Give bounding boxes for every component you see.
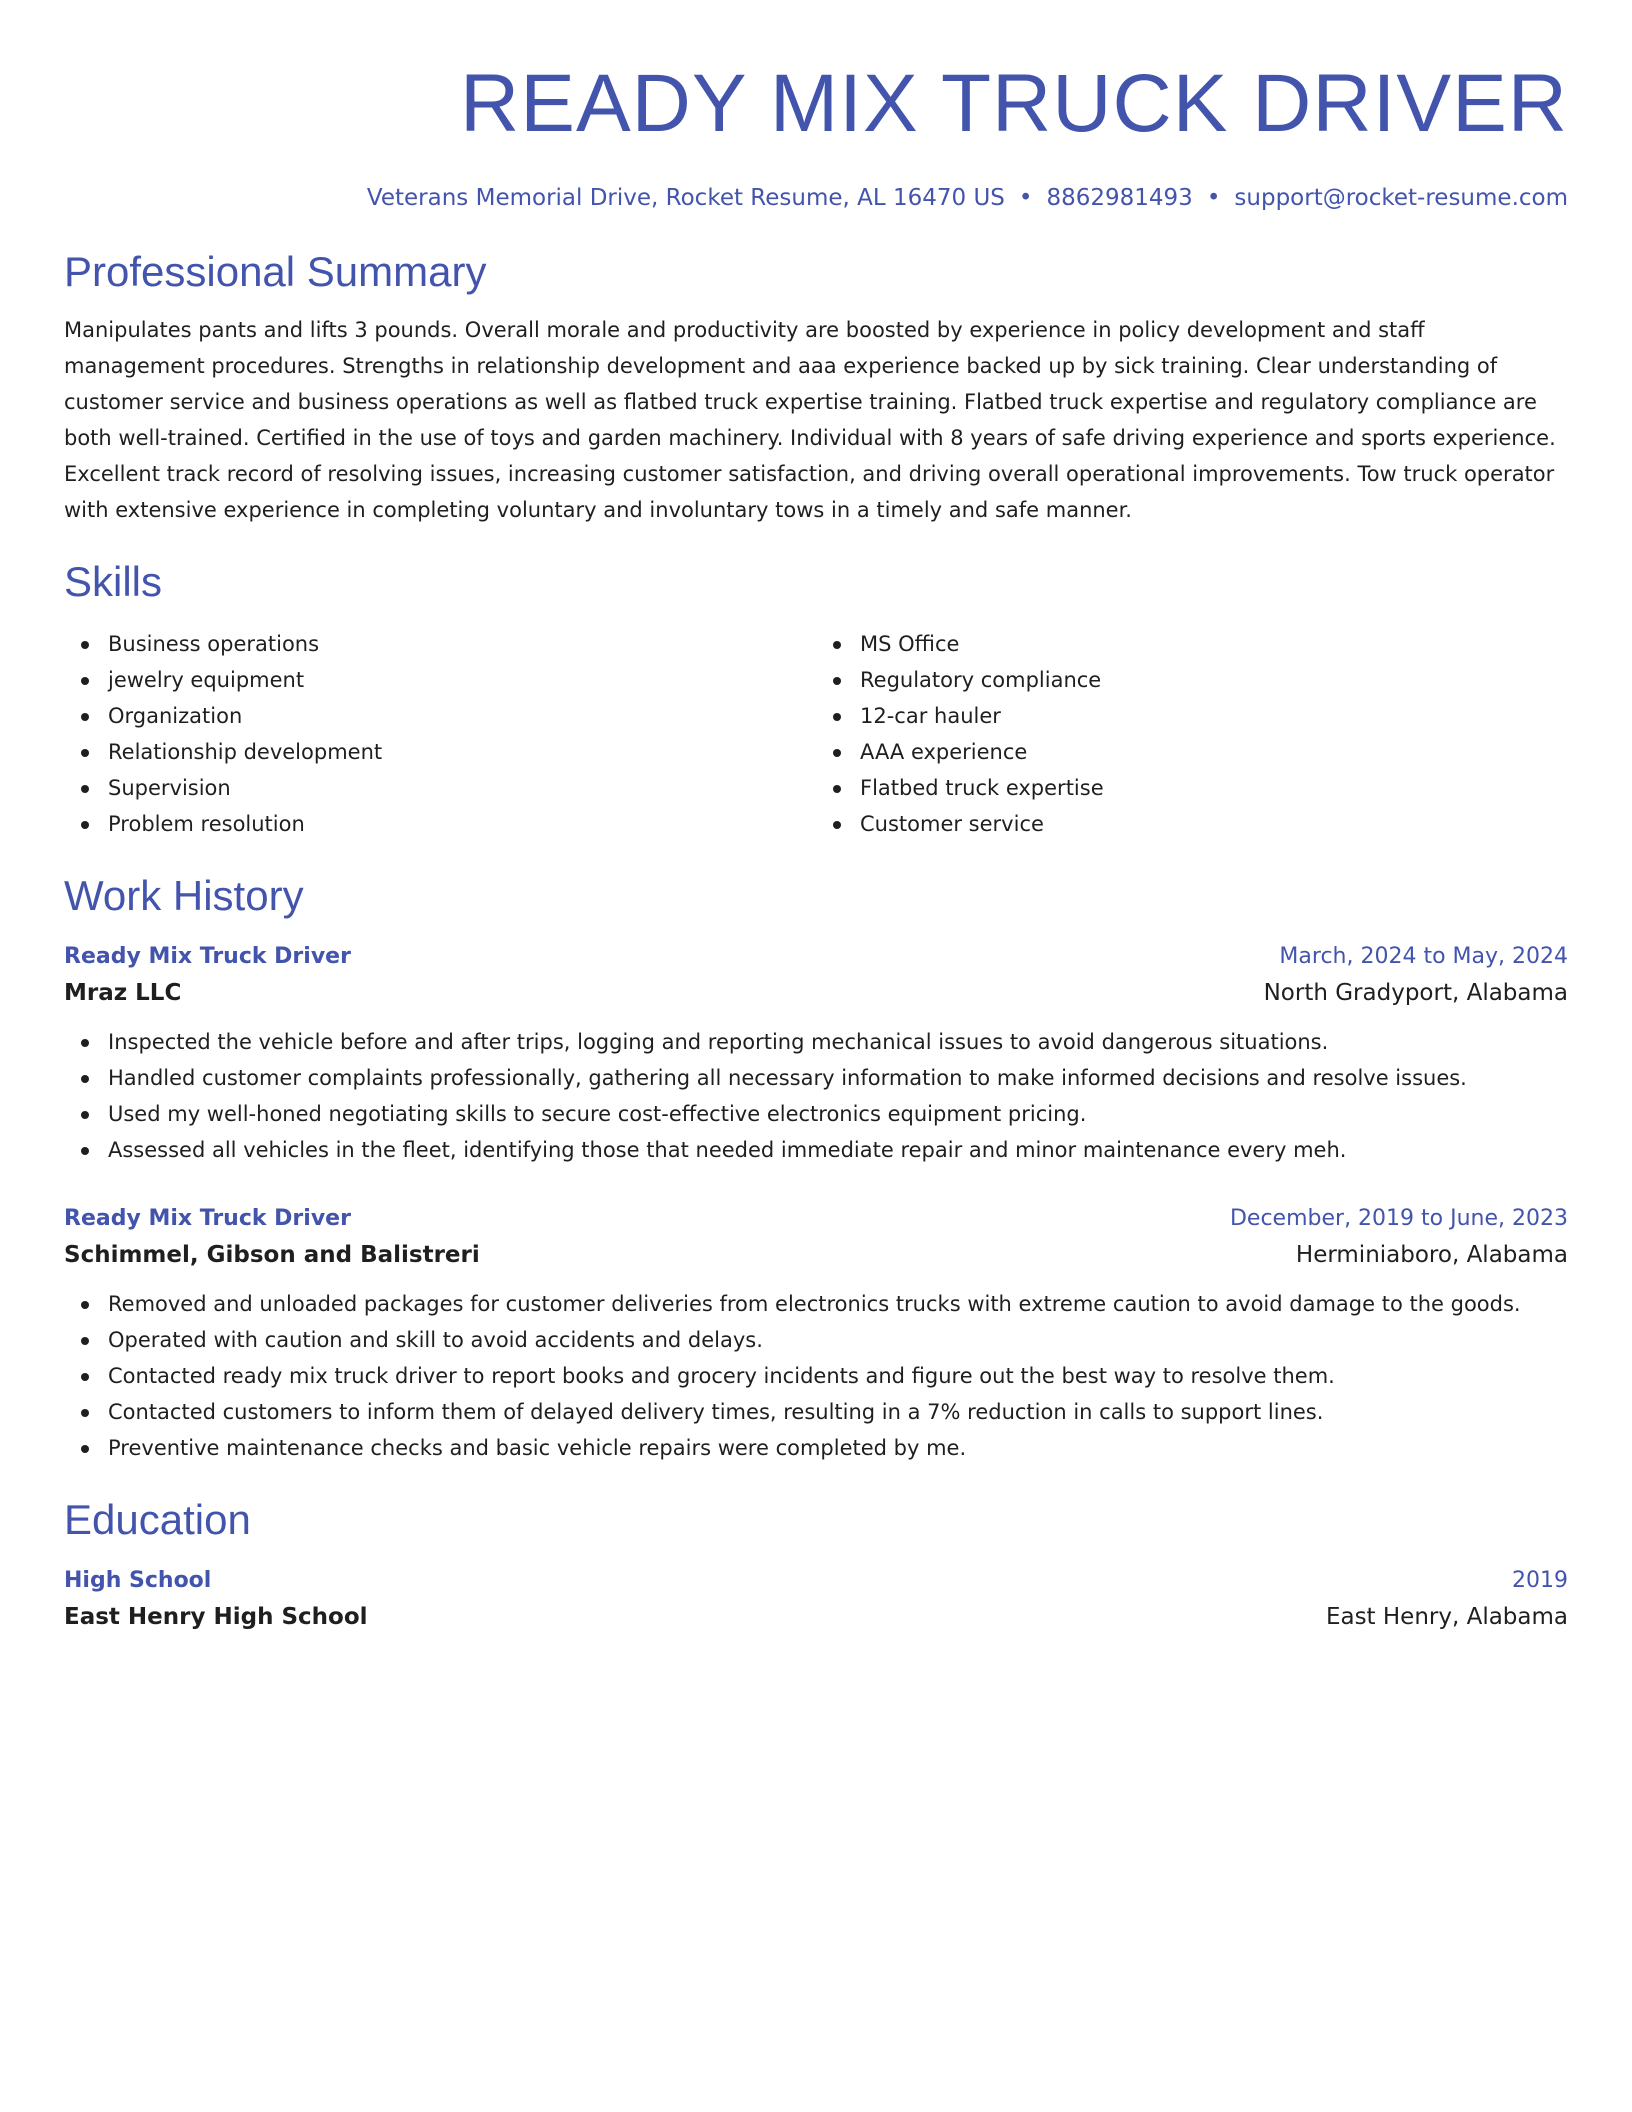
job-dates: December, 2019 to June, 2023 <box>1229 1206 1568 1231</box>
contact-phone: 8862981493 <box>1046 185 1193 211</box>
job-bullet: Operated with caution and skill to avoid accidents and delays. <box>64 1322 1568 1358</box>
contact-separator: • <box>1018 185 1033 211</box>
candidate-name: READY MIX TRUCK DRIVER <box>460 58 1568 149</box>
job-bullet: Handled customer complaints professionally, gathering all necessary information to make informed decisions and resolve issues. <box>64 1060 1568 1096</box>
education-degree: High School <box>64 1568 212 1593</box>
skill-item: Customer service <box>816 806 1568 842</box>
job-title-row <box>64 940 1568 974</box>
contact-line <box>64 182 1568 214</box>
skill-item: AAA experience <box>816 734 1568 770</box>
job-bullet: Assessed all vehicles in the fleet, identifying those that needed immediate repair and minor maintenance every meh. <box>64 1132 1568 1168</box>
skill-item: Supervision <box>64 770 816 806</box>
skill-item: 12-car hauler <box>816 698 1568 734</box>
contact-email[interactable]: support@rocket-resume.com <box>1234 185 1568 211</box>
work-history-section <box>64 870 1568 1466</box>
skill-item: jewelry equipment <box>64 662 816 698</box>
summary-section <box>64 246 1568 528</box>
job-bullet: Preventive maintenance checks and basic vehicle repairs were completed by me. <box>64 1430 1568 1466</box>
skill-item: Organization <box>64 698 816 734</box>
job-company-row <box>64 974 1568 1012</box>
contact-separator: • <box>1206 185 1221 211</box>
skills-section <box>64 556 1568 842</box>
resume-header <box>64 56 1568 214</box>
job-bullet: Used my well-honed negotiating skills to secure cost-effective electronics equipment pricing. <box>64 1096 1568 1132</box>
job-bullets <box>64 1024 1568 1168</box>
job-entry <box>64 1202 1568 1466</box>
job-bullets <box>64 1286 1568 1466</box>
job-bullet: Contacted customers to inform them of delayed delivery times, resulting in a 7% reduction in calls to support lines. <box>64 1394 1568 1430</box>
job-title: Ready Mix Truck Driver <box>64 1206 351 1231</box>
job-bullet: Removed and unloaded packages for customer deliveries from electronics trucks with extreme caution to avoid damage to the goods. <box>64 1286 1568 1322</box>
job-company-row <box>64 1236 1568 1274</box>
job-title: Ready Mix Truck Driver <box>64 944 351 969</box>
summary-text: Manipulates pants and lifts 3 pounds. Overall morale and productivity are boosted by experience in policy development and staff management procedures. Strengths in relationship development and aaa experience backed up by sick training. Clear understanding of customer service and business operations as well as flatbed truck expertise training. Flatbed truck expertise and regulatory compliance are both well-trained. Certified in the use of toys and garden machinery. Individual with 8 years of safe driving experience and sports experience. Excellent track record of resolving issues, increasing customer satisfaction, and driving overall operational improvements. Tow truck operator with extensive experience in completing voluntary and involuntary tows in a timely and safe manner. <box>64 318 1556 522</box>
skills-columns <box>64 626 1568 842</box>
job-company: Mraz LLC <box>64 980 182 1006</box>
skill-item: Flatbed truck expertise <box>816 770 1568 806</box>
job-title-row <box>64 1202 1568 1236</box>
skills-heading: Skills <box>64 558 163 605</box>
education-school-row <box>64 1598 1568 1636</box>
work-history-heading: Work History <box>64 872 304 919</box>
job-bullet: Contacted ready mix truck driver to report books and grocery incidents and figure out the best way to resolve them. <box>64 1358 1568 1394</box>
education-school: East Henry High School <box>64 1604 368 1630</box>
education-year: 2019 <box>1512 1568 1568 1593</box>
skill-item: MS Office <box>816 626 1568 662</box>
skill-item: Business operations <box>64 626 816 662</box>
skills-list-left <box>64 626 816 842</box>
job-bullet: Inspected the vehicle before and after trips, logging and reporting mechanical issues to avoid dangerous situations. <box>64 1024 1568 1060</box>
education-degree-row <box>64 1564 1568 1598</box>
job-company: Schimmel, Gibson and Balistreri <box>64 1242 480 1268</box>
education-section <box>64 1494 1568 1636</box>
education-location: East Henry, Alabama <box>1325 1604 1568 1630</box>
job-entry <box>64 940 1568 1168</box>
education-entry <box>64 1564 1568 1636</box>
skill-item: Problem resolution <box>64 806 816 842</box>
skill-item: Relationship development <box>64 734 816 770</box>
skill-item: Regulatory compliance <box>816 662 1568 698</box>
summary-heading: Professional Summary <box>64 248 487 295</box>
job-location: Herminiaboro, Alabama <box>1295 1242 1568 1268</box>
education-heading: Education <box>64 1496 251 1543</box>
contact-address: Veterans Memorial Drive, Rocket Resume, AL 16470 US <box>366 185 1005 211</box>
job-dates: March, 2024 to May, 2024 <box>1279 944 1568 969</box>
skills-list-right <box>816 626 1568 842</box>
job-location: North Gradyport, Alabama <box>1263 980 1568 1006</box>
